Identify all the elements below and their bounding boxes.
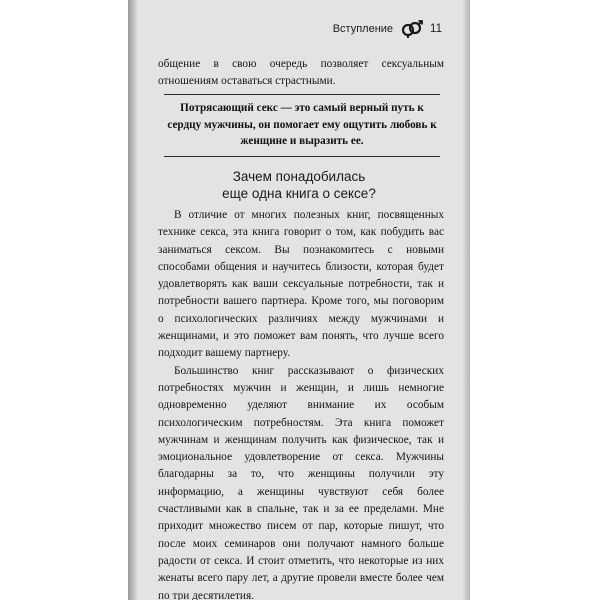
page-gutter-shadow [128, 0, 138, 600]
lead-paragraph [158, 56, 444, 91]
venus-mars-icon [401, 20, 423, 38]
section-heading-line-2: еще одна книга о сексе? [222, 186, 376, 201]
book-page [128, 0, 470, 600]
section-heading [158, 168, 440, 202]
running-header [333, 20, 442, 38]
section-title: Вступление [332, 23, 394, 35]
body-text [158, 207, 444, 600]
pull-quote-text: Потрясающий секс — это самый верный путь к сердцу мужчины, он помогает ему ощутить любовь к женщине и выразить ее. [167, 102, 437, 147]
page-edge-shadow [462, 0, 470, 600]
page-number: 11 [430, 23, 442, 35]
body-paragraph-2: Большинство книг рассказывают о физических потребностях мужчин и женщин, и лишь немногие одновременно уделяют внимание их особым психологическим потребностям. Эта книга поможет мужчинам и женщинам получить как физическое, так и эмоциональное удовлетворение от секса. Мужчины благодарны за то, что женщины получили эту информацию, а женщины чувствуют себя более счастливыми как в спальне, так и за ее пределами. Мне приходит множество писем от пар, которые пишут, что после моих семинаров они получают намного больше радости от секса. И стоит отметить, что некоторые из них женаты всего пару лет, а другие провели вместе более чем по три десятилетия. [158, 364, 444, 600]
pull-quote [164, 94, 440, 157]
lead-paragraph-text: общение в свою очередь позволяет сексуальным отношениям оставаться страстными. [158, 58, 444, 88]
section-heading-line-1: Зачем понадобилась [232, 169, 366, 184]
body-paragraph-1: В отличие от многих полезных книг, посвященных технике секса, эта книга говорит о том, как побудить вас заниматься сексом. Вы познакомитесь с новыми способами общения и научитесь близости, которая будет удовлетворять как ваши сексуальные потребности, так и потребности вашего партнера. Кроме того, мы поговорим о психологических различиях между мужчинами и женщинами, и это поможет вам понять, что лучше всего подходит вашему партнеру. [158, 209, 444, 360]
